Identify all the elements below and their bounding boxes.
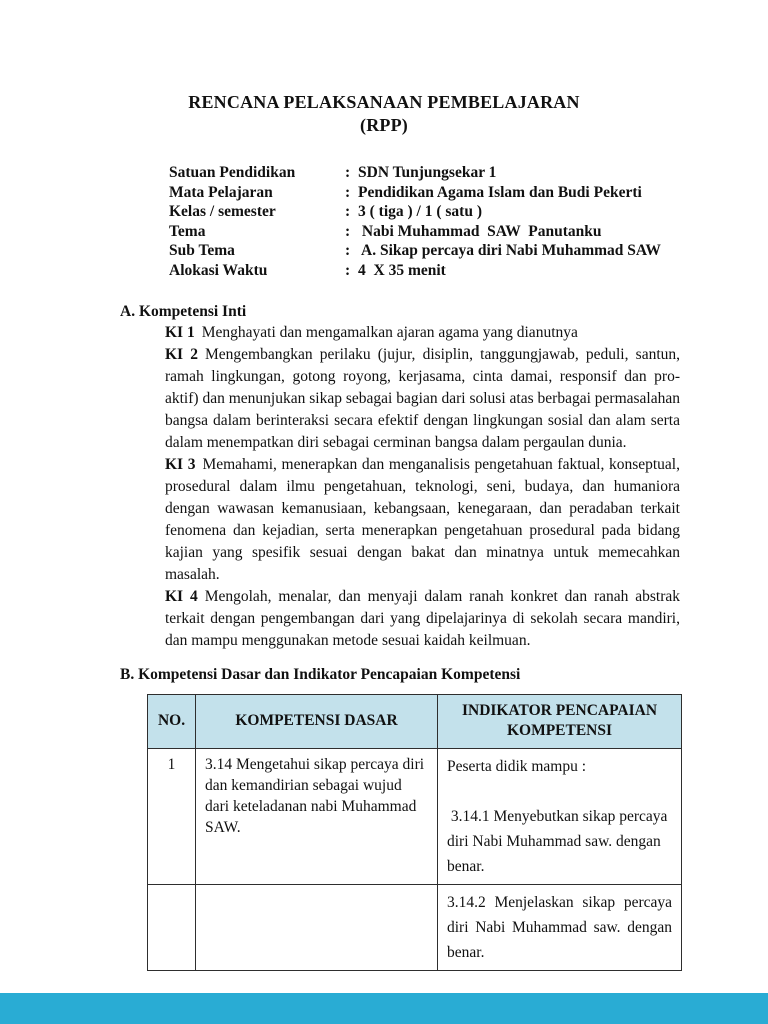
indikator-item-1: 3.14.1 Menyebutkan sikap percaya diri Nabi Muhammad saw. dengan benar. — [447, 807, 672, 875]
metadata-row-kelas-semester — [169, 202, 768, 222]
metadata-row-satuan-pendidikan — [169, 163, 768, 183]
metadata-label: Tema — [169, 222, 206, 240]
metadata-value: Pendidikan Agama Islam dan Budi Pekerti — [358, 183, 642, 201]
table-row — [148, 884, 682, 970]
metadata-label: Alokasi Waktu — [169, 261, 268, 279]
cell-kompetensi-dasar: 3.14 Mengetahui sikap percaya diri dan kemandirian sebagai wujud dari keteladanan nabi Muhammad SAW. — [196, 748, 438, 884]
indikator-intro: Peserta didik mampu : — [447, 757, 587, 775]
metadata-label: Mata Pelajaran — [169, 183, 273, 201]
cell-indikator — [438, 748, 682, 884]
cell-kompetensi-dasar-empty — [196, 884, 438, 970]
metadata-value: Nabi Muhammad SAW Panutanku — [358, 222, 602, 240]
kompetensi-dasar-table — [147, 694, 682, 971]
section-a-heading: A. Kompetensi Inti — [120, 302, 247, 320]
indikator-item-2: 3.14.2 Menjelaskan sikap percaya diri Nabi Muhammad saw. dengan benar. — [447, 893, 672, 961]
metadata-colon: : — [345, 242, 351, 260]
metadata-row-sub-tema — [169, 241, 768, 261]
metadata-label: Kelas / semester — [169, 203, 276, 221]
ki-3-text: Memahami, menerapkan dan menganalisis pengetahuan faktual, konseptual, prosedural dalam ilmu pengetahuan, teknologi, seni, budaya, dan humaniora dengan wawasan kemanusiaan, kebangsaan, kenegaraan, dan peradaban terkait fenomena dan kejadian, serta menerapkan pengetahuan prosedural pada bidang kajian yang spesifik sesuai dengan bakat dan minatnya untuk memecahkan masalah. — [165, 455, 680, 583]
metadata-block — [169, 163, 768, 281]
title-line-2: (RPP) — [360, 115, 408, 135]
ki-3-label: KI 3 — [165, 455, 196, 473]
metadata-value: 4 X 35 menit — [358, 261, 446, 279]
metadata-row-mata-pelajaran — [169, 183, 768, 203]
table-header-kompetensi-dasar: KOMPETENSI DASAR — [196, 694, 438, 748]
ki-4-item — [165, 586, 680, 652]
metadata-label: Satuan Pendidikan — [169, 164, 296, 181]
ki-2-text: Mengembangkan perilaku (jujur, disiplin, tanggungjawab, peduli, santun, ramah lingkungan, gotong royong, kerjasama, cinta damai, responsif dan pro-aktif) dan menunjukan sikap sebagai bagian dari solusi atas berbagai permasalahan bangsa dalam berinteraksi secara efektif dengan lingkungan sosial dan alam serta dalam menempatkan diri sebagai cerminan bangsa dalam pergaulan dunia. — [165, 345, 681, 451]
ki-3-item — [165, 454, 680, 586]
metadata-colon: : — [345, 261, 351, 279]
metadata-value: A. Sikap percaya diri Nabi Muhammad SAW — [358, 242, 661, 260]
kompetensi-inti-block — [165, 322, 680, 652]
footer-bar — [0, 993, 768, 1024]
ki-2-label: KI 2 — [165, 345, 199, 363]
metadata-colon: : — [345, 183, 351, 201]
ki-1-label: KI 1 — [165, 323, 195, 341]
ki-4-label: KI 4 — [165, 587, 198, 605]
ki-1-item — [165, 322, 680, 344]
ki-1-text: Menghayati dan mengamalkan ajaran agama yang dianutnya — [201, 323, 578, 341]
metadata-colon: : — [345, 203, 351, 221]
section-b-heading: B. Kompetensi Dasar dan Indikator Pencapaian Kompetensi — [120, 665, 521, 683]
metadata-label: Sub Tema — [169, 242, 235, 260]
ki-2-item — [165, 344, 680, 454]
metadata-row-tema — [169, 222, 768, 242]
metadata-colon: : — [345, 164, 351, 181]
title-line-1: RENCANA PELAKSANAAN PEMBELAJARAN — [188, 92, 580, 112]
table-header-indikator: INDIKATOR PENCAPAIAN KOMPETENSI — [438, 694, 682, 748]
cell-no: 1 — [148, 748, 196, 884]
metadata-row-alokasi-waktu — [169, 261, 768, 281]
metadata-value: 3 ( tiga ) / 1 ( satu ) — [358, 203, 482, 221]
table-header-no: NO. — [148, 694, 196, 748]
metadata-value: SDN Tunjungsekar 1 — [358, 164, 497, 181]
table-header-row — [148, 694, 682, 748]
document-title — [0, 0, 768, 137]
ki-4-text: Mengolah, menalar, dan menyaji dalam ranah konkret dan ranah abstrak terkait dengan pengembangan dari yang dipelajarinya di sekolah secara mandiri, dan mampu menggunakan metode sesuai kaidah keilmuan. — [165, 587, 680, 649]
cell-no-empty — [148, 884, 196, 970]
table-row — [148, 748, 682, 884]
metadata-colon: : — [345, 222, 351, 240]
cell-indikator — [438, 884, 682, 970]
